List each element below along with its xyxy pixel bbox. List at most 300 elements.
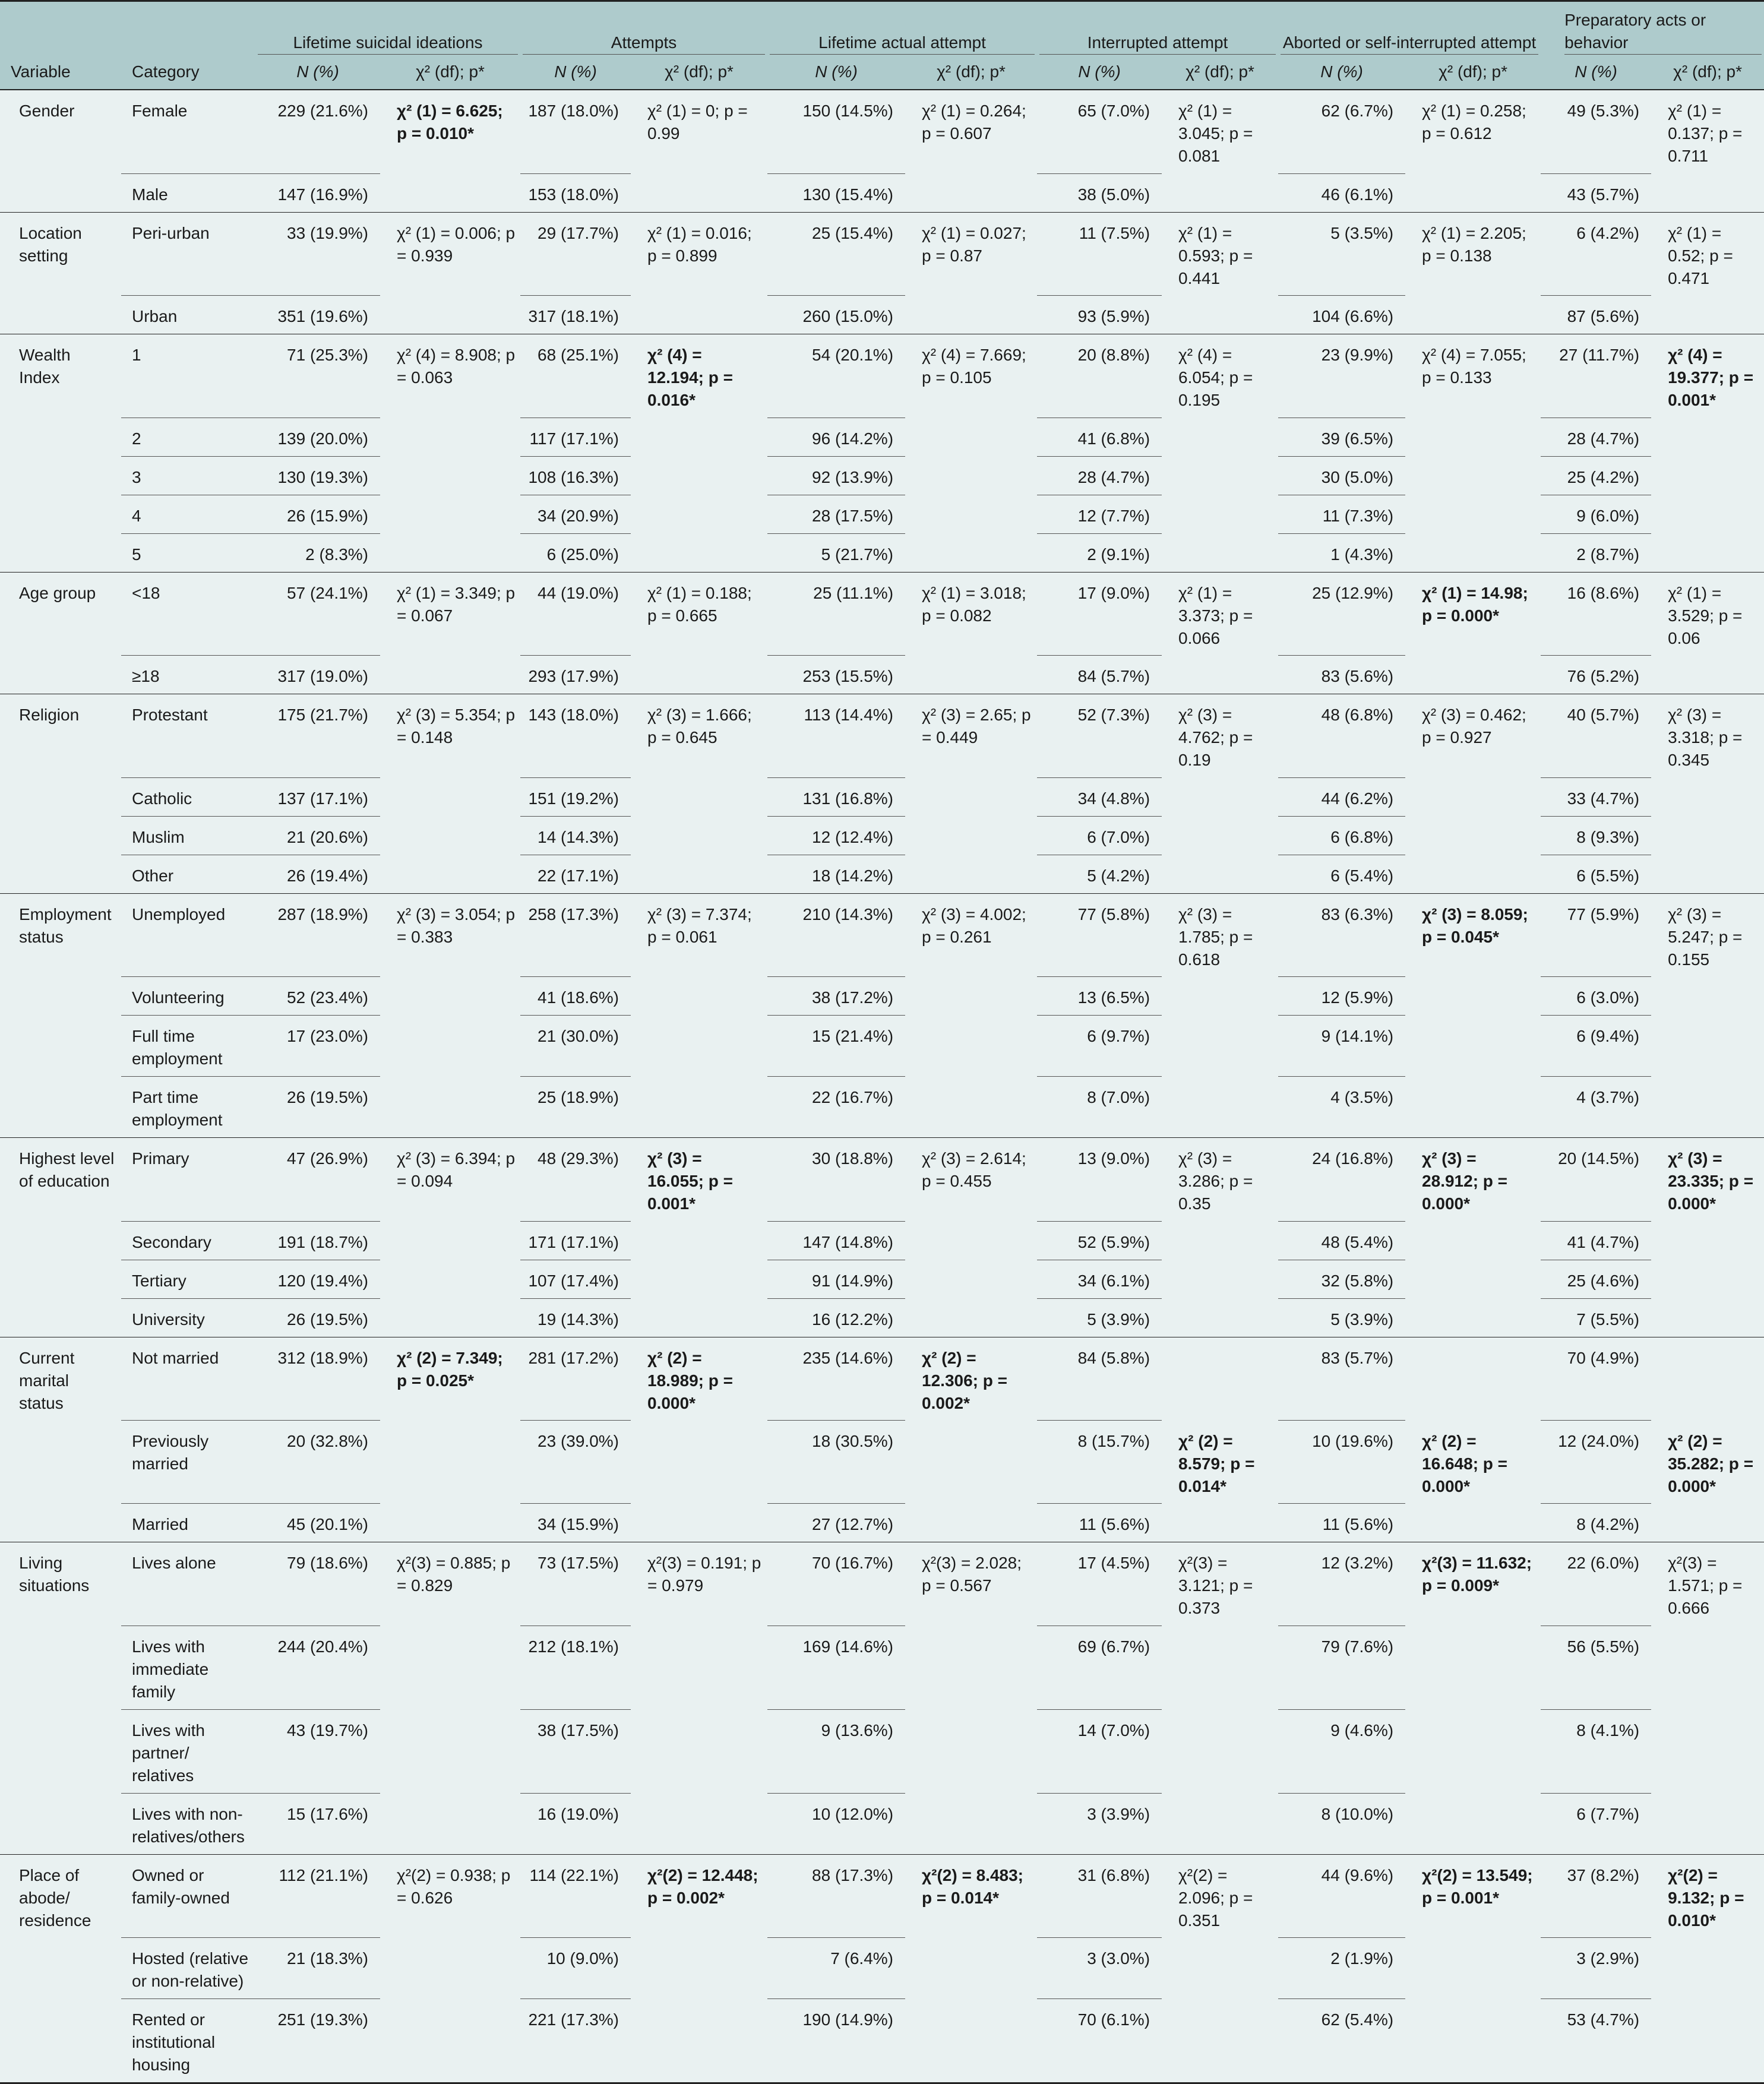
count-cell: 221 (17.3%) — [520, 1999, 631, 2083]
column-header-n: N (%) — [554, 62, 597, 81]
chi-square-cell: χ² (1) = 0.027; p = 0.87 — [922, 223, 1026, 265]
category-cell: Peri-urban — [121, 212, 255, 296]
table-row — [0, 90, 1764, 173]
category-cell: Volunteering — [121, 977, 255, 1016]
count-cell: 12 (24.0%) — [1541, 1421, 1651, 1504]
count-cell: 57 (24.1%) — [255, 572, 380, 656]
count-cell: 62 (5.4%) — [1278, 1999, 1405, 2083]
count-cell: 21 (20.6%) — [255, 816, 380, 855]
count-cell: 19 (14.3%) — [520, 1298, 631, 1337]
count-cell: 351 (19.6%) — [255, 296, 380, 334]
chi-square-cell — [1405, 1260, 1541, 1298]
table-row — [0, 1016, 1764, 1077]
chi-square-cell: χ² (1) = 14.98; p = 0.000* — [1422, 583, 1528, 625]
category-cell: Male — [121, 173, 255, 212]
count-cell: 52 (7.3%) — [1037, 694, 1162, 778]
count-cell: 8 (9.3%) — [1541, 816, 1651, 855]
count-cell: 39 (6.5%) — [1278, 418, 1405, 456]
chi-square-cell — [1162, 816, 1278, 855]
chi-square-cell — [1162, 1337, 1278, 1421]
count-cell: 34 (20.9%) — [520, 495, 631, 533]
count-cell: 15 (17.6%) — [255, 1793, 380, 1854]
count-cell: 5 (4.2%) — [1037, 855, 1162, 893]
chi-square-cell: χ² (1) = 3.349; p = 0.067 — [397, 583, 516, 625]
count-cell: 147 (16.9%) — [255, 173, 380, 212]
chi-square-cell — [380, 456, 520, 495]
variable-cell — [0, 1016, 121, 1077]
table-row — [0, 1793, 1764, 1854]
count-cell: 8 (15.7%) — [1037, 1421, 1162, 1504]
chi-square-cell: χ² (1) = 3.529; p = 0.06 — [1668, 583, 1743, 647]
chi-square-cell — [905, 1077, 1037, 1138]
chi-square-cell — [1162, 977, 1278, 1016]
count-cell: 4 (3.5%) — [1278, 1077, 1405, 1138]
count-cell: 5 (21.7%) — [767, 533, 905, 572]
category-cell: Secondary — [121, 1221, 255, 1260]
count-cell: 12 (3.2%) — [1278, 1542, 1405, 1626]
chi-square-cell: χ² (1) = 0; p = 0.99 — [647, 102, 748, 143]
count-cell: 187 (18.0%) — [520, 90, 631, 173]
count-cell: 175 (21.7%) — [255, 694, 380, 778]
chi-square-cell: χ²(2) = 12.448; p = 0.002* — [647, 1865, 758, 1907]
count-cell: 26 (19.5%) — [255, 1298, 380, 1337]
count-cell: 17 (9.0%) — [1037, 572, 1162, 656]
count-cell: 44 (6.2%) — [1278, 777, 1405, 816]
table-row — [0, 418, 1764, 456]
category-cell: Female — [121, 90, 255, 173]
chi-square-cell: χ² (2) = 12.306; p = 0.002* — [922, 1348, 1007, 1412]
variable-cell — [0, 656, 121, 694]
chi-square-cell — [1405, 1709, 1541, 1793]
variable-cell: Location setting — [19, 223, 82, 265]
category-cell: Full time employment — [121, 1016, 255, 1077]
count-cell: 108 (16.3%) — [520, 456, 631, 495]
chi-square-cell: χ²(2) = 0.938; p = 0.626 — [397, 1865, 511, 1907]
chi-square-cell — [1651, 816, 1764, 855]
chi-square-cell — [380, 855, 520, 893]
chi-square-cell: χ² (2) = 18.989; p = 0.000* — [647, 1348, 733, 1412]
table-row — [0, 495, 1764, 533]
chi-square-cell — [380, 777, 520, 816]
variable-cell — [0, 1077, 121, 1138]
chi-square-cell: χ² (1) = 0.258; p = 0.612 — [1422, 102, 1526, 143]
chi-square-cell — [1651, 1938, 1764, 1999]
category-cell: ≥18 — [121, 656, 255, 694]
chi-square-cell — [631, 1793, 767, 1854]
count-cell: 6 (5.4%) — [1278, 855, 1405, 893]
count-cell: 41 (6.8%) — [1037, 418, 1162, 456]
column-header-n: N (%) — [1320, 62, 1363, 81]
count-cell: 18 (14.2%) — [767, 855, 905, 893]
count-cell: 38 (17.2%) — [767, 977, 905, 1016]
chi-square-cell: χ² (3) = 0.462; p = 0.927 — [1422, 706, 1526, 747]
count-cell: 79 (18.6%) — [255, 1542, 380, 1626]
count-cell: 139 (20.0%) — [255, 418, 380, 456]
count-cell: 11 (7.5%) — [1037, 212, 1162, 296]
count-cell: 151 (19.2%) — [520, 777, 631, 816]
chi-square-cell — [905, 816, 1037, 855]
count-cell: 107 (17.4%) — [520, 1260, 631, 1298]
count-cell: 20 (32.8%) — [255, 1421, 380, 1504]
count-cell: 8 (4.2%) — [1541, 1504, 1651, 1542]
variable-cell — [0, 495, 121, 533]
chi-square-cell — [631, 296, 767, 334]
group-header-ideations: Lifetime suicidal ideations — [255, 1, 520, 58]
chi-square-cell — [631, 495, 767, 533]
variable-cell — [0, 1504, 121, 1542]
count-cell: 88 (17.3%) — [767, 1854, 905, 1938]
chi-square-cell — [380, 977, 520, 1016]
count-cell: 4 (3.7%) — [1541, 1077, 1651, 1138]
count-cell: 65 (7.0%) — [1037, 90, 1162, 173]
table-row — [0, 855, 1764, 893]
category-cell: Other — [121, 855, 255, 893]
count-cell: 25 (12.9%) — [1278, 572, 1405, 656]
chi-square-cell — [1405, 1626, 1541, 1709]
count-cell: 8 (4.1%) — [1541, 1709, 1651, 1793]
count-cell: 47 (26.9%) — [255, 1138, 380, 1222]
count-cell: 84 (5.8%) — [1037, 1337, 1162, 1421]
count-cell: 27 (12.7%) — [767, 1504, 905, 1542]
count-cell: 143 (18.0%) — [520, 694, 631, 778]
table-row — [0, 1298, 1764, 1337]
chi-square-cell — [380, 495, 520, 533]
count-cell: 5 (3.5%) — [1278, 212, 1405, 296]
chi-square-cell — [905, 1421, 1037, 1504]
count-cell: 2 (1.9%) — [1278, 1938, 1405, 1999]
chi-square-cell: χ² (4) = 7.055; p = 0.133 — [1422, 346, 1526, 387]
table-row — [0, 1938, 1764, 1999]
count-cell: 70 (4.9%) — [1541, 1337, 1651, 1421]
variable-cell: Highest level of education — [19, 1149, 115, 1190]
table-row — [0, 1077, 1764, 1138]
chi-square-cell: χ² (3) = 3.054; p = 0.383 — [397, 905, 516, 946]
chi-square-cell — [905, 1626, 1037, 1709]
count-cell: 6 (9.7%) — [1037, 1016, 1162, 1077]
category-cell: Lives alone — [121, 1542, 255, 1626]
count-cell: 20 (14.5%) — [1541, 1138, 1651, 1222]
count-cell: 40 (5.7%) — [1541, 694, 1651, 778]
chi-square-cell: χ² (2) = 7.349; p = 0.025* — [397, 1348, 503, 1390]
count-cell: 260 (15.0%) — [767, 296, 905, 334]
count-cell: 22 (16.7%) — [767, 1077, 905, 1138]
table-row — [0, 816, 1764, 855]
count-cell: 11 (7.3%) — [1278, 495, 1405, 533]
chi-square-cell — [1162, 855, 1278, 893]
chi-square-cell — [905, 533, 1037, 572]
count-cell: 169 (14.6%) — [767, 1626, 905, 1709]
count-cell: 6 (7.7%) — [1541, 1793, 1651, 1854]
variable-cell: Employment status — [19, 905, 112, 946]
count-cell: 41 (4.7%) — [1541, 1221, 1651, 1260]
count-cell: 93 (5.9%) — [1037, 296, 1162, 334]
chi-square-cell — [1651, 1260, 1764, 1298]
count-cell: 1 (4.3%) — [1278, 533, 1405, 572]
chi-square-cell — [905, 777, 1037, 816]
chi-square-cell: χ² (4) = 12.194; p = 0.016* — [647, 346, 733, 409]
chi-square-cell — [380, 296, 520, 334]
count-cell: 253 (15.5%) — [767, 656, 905, 694]
chi-square-cell: χ² (1) = 0.006; p = 0.939 — [397, 223, 516, 265]
count-cell: 76 (5.2%) — [1541, 656, 1651, 694]
chi-square-cell: χ² (1) = 3.373; p = 0.066 — [1178, 583, 1253, 647]
chi-square-cell — [905, 1016, 1037, 1077]
count-cell: 5 (3.9%) — [1278, 1298, 1405, 1337]
count-cell: 190 (14.9%) — [767, 1999, 905, 2083]
chi-square-cell: χ²(3) = 0.191; p = 0.979 — [647, 1554, 761, 1595]
count-cell: 12 (12.4%) — [767, 816, 905, 855]
variable-cell — [0, 1709, 121, 1793]
chi-square-cell: χ²(3) = 11.632; p = 0.009* — [1422, 1554, 1532, 1595]
variable-cell: Current marital status — [19, 1348, 75, 1412]
chi-square-cell — [631, 1221, 767, 1260]
table-row — [0, 656, 1764, 694]
chi-square-cell — [1651, 418, 1764, 456]
chi-square-cell: χ²(2) = 2.096; p = 0.351 — [1178, 1865, 1253, 1930]
chi-square-cell — [1651, 173, 1764, 212]
table-row — [0, 1626, 1764, 1709]
count-cell: 13 (6.5%) — [1037, 977, 1162, 1016]
group-header-actual-attempt: Lifetime actual attempt — [767, 1, 1037, 58]
count-cell: 10 (9.0%) — [520, 1938, 631, 1999]
count-cell: 49 (5.3%) — [1541, 90, 1651, 173]
variable-cell — [0, 296, 121, 334]
count-cell: 26 (15.9%) — [255, 495, 380, 533]
table-row — [0, 572, 1764, 656]
count-cell: 44 (19.0%) — [520, 572, 631, 656]
count-cell: 14 (14.3%) — [520, 816, 631, 855]
chi-square-cell — [380, 1298, 520, 1337]
chi-square-cell — [1162, 1626, 1278, 1709]
category-cell: Protestant — [121, 694, 255, 778]
count-cell: 9 (4.6%) — [1278, 1709, 1405, 1793]
count-cell: 44 (9.6%) — [1278, 1854, 1405, 1938]
count-cell: 6 (5.5%) — [1541, 855, 1651, 893]
variable-cell: Age group — [19, 583, 96, 602]
count-cell: 147 (14.8%) — [767, 1221, 905, 1260]
count-cell: 281 (17.2%) — [520, 1337, 631, 1421]
count-cell: 25 (4.6%) — [1541, 1260, 1651, 1298]
table-row — [0, 977, 1764, 1016]
column-header-n: N (%) — [815, 62, 858, 81]
chi-square-cell — [905, 495, 1037, 533]
variable-cell — [0, 1938, 121, 1999]
count-cell: 22 (17.1%) — [520, 855, 631, 893]
chi-square-cell — [1651, 1077, 1764, 1138]
count-cell: 17 (4.5%) — [1037, 1542, 1162, 1626]
chi-square-cell — [380, 1999, 520, 2083]
chi-square-cell — [380, 1938, 520, 1999]
chi-square-cell — [631, 1938, 767, 1999]
count-cell: 70 (6.1%) — [1037, 1999, 1162, 2083]
count-cell: 5 (3.9%) — [1037, 1298, 1162, 1337]
chi-square-cell — [1162, 533, 1278, 572]
count-cell: 87 (5.6%) — [1541, 296, 1651, 334]
chi-square-cell — [1651, 495, 1764, 533]
chi-square-cell: χ²(3) = 2.028; p = 0.567 — [922, 1554, 1022, 1595]
count-cell: 251 (19.3%) — [255, 1999, 380, 2083]
chi-square-cell: χ² (2) = 16.648; p = 0.000* — [1422, 1431, 1508, 1495]
count-cell: 20 (8.8%) — [1037, 334, 1162, 418]
chi-square-cell — [905, 456, 1037, 495]
count-cell: 12 (5.9%) — [1278, 977, 1405, 1016]
count-cell: 6 (9.4%) — [1541, 1016, 1651, 1077]
chi-square-cell: χ²(2) = 13.549; p = 0.001* — [1422, 1865, 1533, 1907]
count-cell: 28 (4.7%) — [1037, 456, 1162, 495]
chi-square-cell — [905, 1504, 1037, 1542]
count-cell: 130 (19.3%) — [255, 456, 380, 495]
count-cell: 10 (12.0%) — [767, 1793, 905, 1854]
chi-square-cell — [380, 533, 520, 572]
table-row — [0, 1854, 1764, 1938]
count-cell: 68 (25.1%) — [520, 334, 631, 418]
chi-square-cell — [1405, 816, 1541, 855]
chi-square-cell — [1405, 1221, 1541, 1260]
count-cell: 9 (14.1%) — [1278, 1016, 1405, 1077]
column-header-n: N (%) — [296, 62, 339, 81]
variable-cell — [0, 855, 121, 893]
count-cell: 6 (6.8%) — [1278, 816, 1405, 855]
count-cell: 6 (3.0%) — [1541, 977, 1651, 1016]
chi-square-cell — [905, 296, 1037, 334]
count-cell: 6 (25.0%) — [520, 533, 631, 572]
count-cell: 153 (18.0%) — [520, 173, 631, 212]
table-row — [0, 456, 1764, 495]
chi-square-cell: χ² (3) = 2.65; p = 0.449 — [922, 706, 1031, 747]
chi-square-cell — [1405, 1999, 1541, 2083]
column-header-n: N (%) — [1078, 62, 1121, 81]
column-header-chi: χ² (df); p* — [1673, 62, 1742, 81]
chi-square-cell — [631, 855, 767, 893]
chi-square-cell — [1651, 1298, 1764, 1337]
chi-square-cell — [1651, 977, 1764, 1016]
chi-square-cell — [905, 855, 1037, 893]
count-cell: 43 (19.7%) — [255, 1709, 380, 1793]
chi-square-cell: χ² (1) = 0.52; p = 0.471 — [1668, 223, 1733, 287]
category-cell: Previously married — [121, 1421, 255, 1504]
chi-square-cell — [631, 1504, 767, 1542]
table-row — [0, 334, 1764, 418]
group-header-interrupted: Interrupted attempt — [1037, 1, 1278, 58]
variable-cell: Religion — [19, 706, 80, 724]
category-cell: Rented or institutional housing — [121, 1999, 255, 2083]
count-cell: 130 (15.4%) — [767, 173, 905, 212]
chi-square-cell — [1162, 1221, 1278, 1260]
count-cell: 31 (6.8%) — [1037, 1854, 1162, 1938]
column-header-category: Category — [132, 62, 200, 81]
chi-square-cell — [631, 1999, 767, 2083]
chi-square-cell — [631, 1298, 767, 1337]
chi-square-cell: χ² (3) = 1.666; p = 0.645 — [647, 706, 752, 747]
table-row — [0, 694, 1764, 778]
category-cell: Primary — [121, 1138, 255, 1222]
variable-cell — [0, 533, 121, 572]
chi-square-cell — [380, 1260, 520, 1298]
chi-square-cell — [905, 173, 1037, 212]
count-cell: 34 (15.9%) — [520, 1504, 631, 1542]
chi-square-cell — [905, 1298, 1037, 1337]
chi-square-cell: χ²(3) = 1.571; p = 0.666 — [1668, 1554, 1743, 1617]
chi-square-cell: χ² (4) = 6.054; p = 0.195 — [1178, 346, 1253, 409]
count-cell: 22 (6.0%) — [1541, 1542, 1651, 1626]
table-row — [0, 1260, 1764, 1298]
chi-square-cell: χ² (3) = 3.286; p = 0.35 — [1178, 1149, 1253, 1213]
chi-square-cell — [1162, 418, 1278, 456]
count-cell: 30 (18.8%) — [767, 1138, 905, 1222]
chi-square-cell — [631, 456, 767, 495]
category-cell: Not married — [121, 1337, 255, 1421]
variable-cell — [0, 1626, 121, 1709]
chi-square-cell — [905, 1793, 1037, 1854]
count-cell: 69 (6.7%) — [1037, 1626, 1162, 1709]
count-cell: 9 (13.6%) — [767, 1709, 905, 1793]
chi-square-cell — [1651, 777, 1764, 816]
chi-square-cell: χ² (1) = 0.016; p = 0.899 — [647, 223, 752, 265]
count-cell: 16 (12.2%) — [767, 1298, 905, 1337]
category-cell: Tertiary — [121, 1260, 255, 1298]
count-cell: 210 (14.3%) — [767, 893, 905, 977]
count-cell: 244 (20.4%) — [255, 1626, 380, 1709]
chi-square-cell: χ² (1) = 0.593; p = 0.441 — [1178, 223, 1253, 287]
chi-square-cell — [380, 1221, 520, 1260]
variable-cell: Living situations — [19, 1554, 90, 1595]
variable-cell — [0, 1260, 121, 1298]
chi-square-cell: χ² (3) = 4.762; p = 0.19 — [1178, 706, 1253, 769]
chi-square-cell: χ² (4) = 8.908; p = 0.063 — [397, 346, 516, 387]
chi-square-cell — [1405, 977, 1541, 1016]
chi-square-cell — [1405, 1077, 1541, 1138]
chi-square-cell: χ²(3) = 0.885; p = 0.829 — [397, 1554, 511, 1595]
chi-square-cell — [380, 1504, 520, 1542]
count-cell: 92 (13.9%) — [767, 456, 905, 495]
chi-square-cell — [631, 1077, 767, 1138]
count-cell: 212 (18.1%) — [520, 1626, 631, 1709]
variable-cell — [0, 1999, 121, 2083]
count-cell: 25 (15.4%) — [767, 212, 905, 296]
count-cell: 120 (19.4%) — [255, 1260, 380, 1298]
count-cell: 235 (14.6%) — [767, 1337, 905, 1421]
count-cell: 18 (30.5%) — [767, 1421, 905, 1504]
count-cell: 32 (5.8%) — [1278, 1260, 1405, 1298]
group-header-preparatory: Preparatory acts or behavior — [1541, 1, 1764, 58]
chi-square-cell — [1405, 173, 1541, 212]
chi-square-cell: χ² (3) = 4.002; p = 0.261 — [922, 905, 1026, 946]
chi-square-cell: χ² (1) = 3.018; p = 0.082 — [922, 583, 1026, 625]
category-cell: Urban — [121, 296, 255, 334]
count-cell: 171 (17.1%) — [520, 1221, 631, 1260]
chi-square-cell — [1651, 1016, 1764, 1077]
count-cell: 137 (17.1%) — [255, 777, 380, 816]
count-cell: 6 (7.0%) — [1037, 816, 1162, 855]
count-cell: 7 (5.5%) — [1541, 1298, 1651, 1337]
chi-square-cell — [1405, 1793, 1541, 1854]
count-cell: 14 (7.0%) — [1037, 1709, 1162, 1793]
chi-square-cell — [1405, 656, 1541, 694]
count-cell: 191 (18.7%) — [255, 1221, 380, 1260]
count-cell: 48 (6.8%) — [1278, 694, 1405, 778]
count-cell: 43 (5.7%) — [1541, 173, 1651, 212]
chi-square-cell — [631, 1260, 767, 1298]
count-cell: 3 (3.9%) — [1037, 1793, 1162, 1854]
count-cell: 117 (17.1%) — [520, 418, 631, 456]
table-row — [0, 212, 1764, 296]
count-cell: 77 (5.9%) — [1541, 893, 1651, 977]
count-cell: 38 (17.5%) — [520, 1709, 631, 1793]
chi-square-cell: χ² (3) = 1.785; p = 0.618 — [1178, 905, 1253, 969]
chi-square-cell: χ² (3) = 3.318; p = 0.345 — [1668, 706, 1743, 769]
chi-square-cell — [380, 418, 520, 456]
count-cell: 8 (7.0%) — [1037, 1077, 1162, 1138]
